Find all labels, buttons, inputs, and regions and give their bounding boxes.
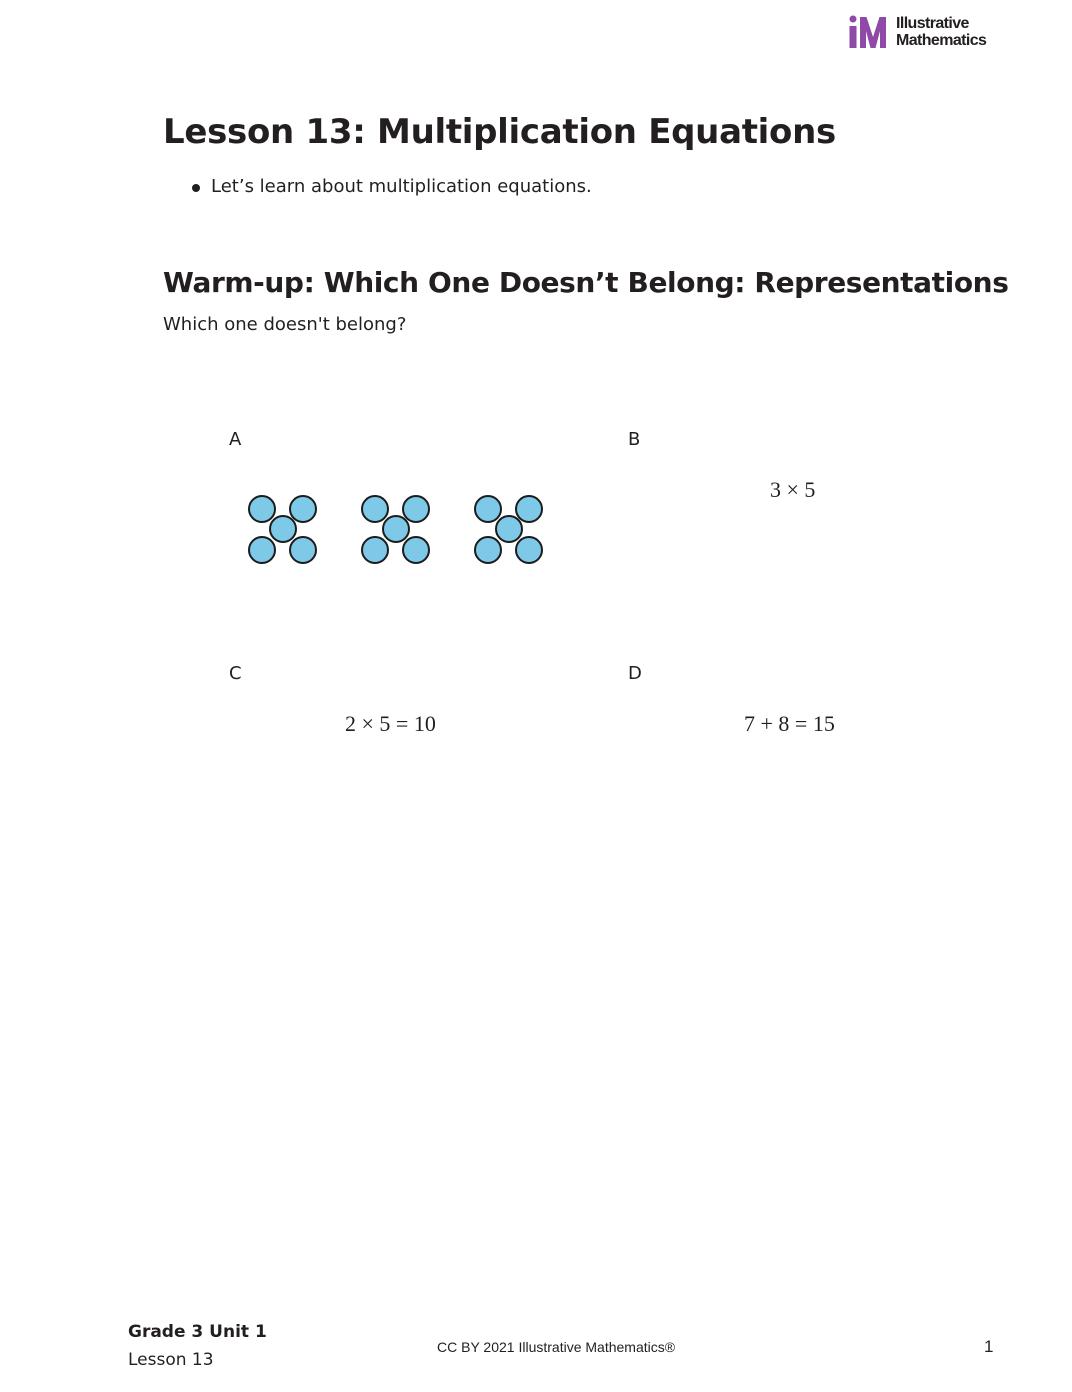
lesson-title: Lesson 13: Multiplication Equations <box>163 112 836 152</box>
im-logo <box>848 14 986 50</box>
option-b-expression: 3 × 5 <box>770 477 816 502</box>
dot <box>362 537 388 563</box>
option-d-label: D <box>628 663 642 684</box>
logo-line-1: Illustrative <box>896 15 969 32</box>
option-d-expression: 7 + 8 = 15 <box>744 711 835 736</box>
warmup-prompt: Which one doesn't belong? <box>163 314 407 335</box>
dot <box>496 516 522 542</box>
dot <box>362 496 388 522</box>
footer-lesson: Lesson 13 <box>128 1350 214 1370</box>
option-a-dot-groups <box>240 490 560 570</box>
dot <box>290 496 316 522</box>
dot <box>403 496 429 522</box>
warmup-title: Warm-up: Which One Doesn’t Belong: Representations <box>163 266 1009 299</box>
dot <box>249 537 275 563</box>
footer-grade-unit: Grade 3 Unit 1 <box>128 1322 267 1342</box>
dot <box>516 496 542 522</box>
dot <box>249 496 275 522</box>
dot <box>403 537 429 563</box>
footer-license: CC BY 2021 Illustrative Mathematics® <box>437 1339 676 1355</box>
goal-item: Let’s learn about multiplication equations. <box>190 176 592 197</box>
dot <box>383 516 409 542</box>
logo-line-2: Mathematics <box>896 32 987 49</box>
dot <box>475 537 501 563</box>
dot <box>290 537 316 563</box>
dot-group <box>249 496 316 563</box>
page-number: 1 <box>984 1337 994 1356</box>
option-b-label: B <box>628 429 641 450</box>
option-a-label: A <box>229 429 242 450</box>
logo-wordmark <box>896 15 986 49</box>
dot <box>516 537 542 563</box>
lesson-goals <box>190 176 592 197</box>
dot <box>475 496 501 522</box>
im-logo-mark-icon <box>848 15 888 49</box>
option-c-expression: 2 × 5 = 10 <box>345 711 436 736</box>
dot <box>270 516 296 542</box>
option-c-label: C <box>229 663 242 684</box>
dot-group <box>475 496 542 563</box>
dot-group <box>362 496 429 563</box>
